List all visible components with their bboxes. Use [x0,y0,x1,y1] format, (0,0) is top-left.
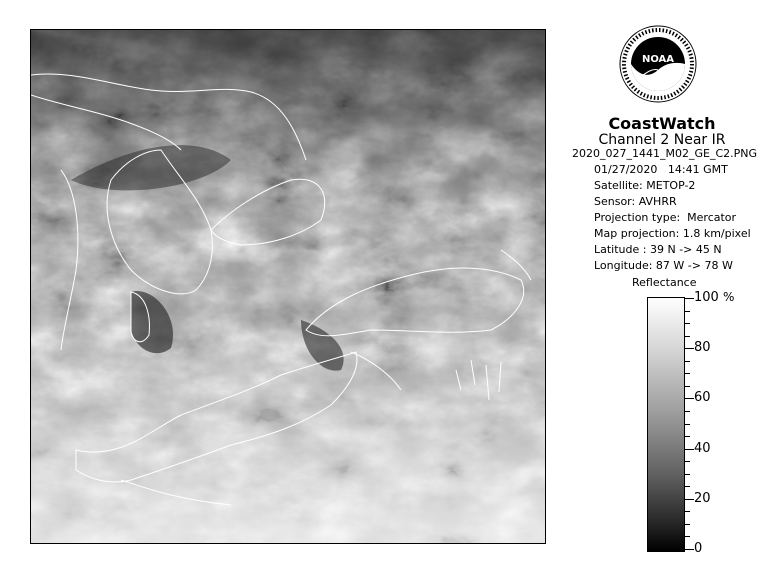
colorbar-tick [684,424,690,425]
colorbar-tick [684,323,690,324]
colorbar-tick [684,524,690,525]
colorbar-tick-label: 40 [694,440,711,456]
satellite-map[interactable] [30,29,546,544]
resolution: Map projection: 1.8 km/pixel [594,227,751,240]
colorbar-tick [684,486,690,487]
colorbar-tick [684,511,690,512]
latitude-range: Latitude : 39 N -> 45 N [594,243,722,256]
colorbar-tick [684,373,690,374]
colorbar-tick [684,549,694,550]
scale-unit: % [723,290,735,304]
colorbar-tick [684,449,694,450]
filename: 2020_027_1441_M02_GE_C2.PNG [572,147,758,160]
colorbar-tick [684,398,694,399]
channel-title: Channel 2 Near IR [598,132,726,148]
colorbar-tick-label: 60 [694,390,711,406]
colorbar-tick [684,336,690,337]
projection: Projection type: Mercator [594,211,737,224]
sensor: Sensor: AVHRR [594,195,677,208]
reflectance-colorbar [647,297,685,552]
colorbar-tick [684,436,690,437]
colorbar-tick [684,298,694,299]
colorbar-tick [684,361,690,362]
datetime: 01/27/2020 14:41 GMT [594,163,728,176]
map-image [31,30,545,543]
longitude-range: Longitude: 87 W -> 78 W [594,259,733,272]
colorbar-tick [684,348,694,349]
colorbar-tick [684,474,690,475]
colorbar-tick [684,499,694,500]
colorbar-tick-label: 0 [694,541,703,556]
noaa-logo-icon [619,18,697,110]
colorbar-tick [684,411,690,412]
colorbar-tick-label: 80 [694,340,711,356]
satellite: Satellite: METOP-2 [594,179,696,192]
scale-label: Reflectance [632,276,697,289]
app-title: CoastWatch [608,114,716,133]
colorbar-tick [684,536,690,537]
colorbar-tick [684,386,690,387]
colorbar-tick [684,461,690,462]
info-panel [560,0,782,572]
colorbar-tick [684,311,690,312]
logo-text: NOAA [641,54,675,65]
colorbar-tick-label: 20 [694,490,711,506]
colorbar-tick-label: 100 [694,290,719,305]
